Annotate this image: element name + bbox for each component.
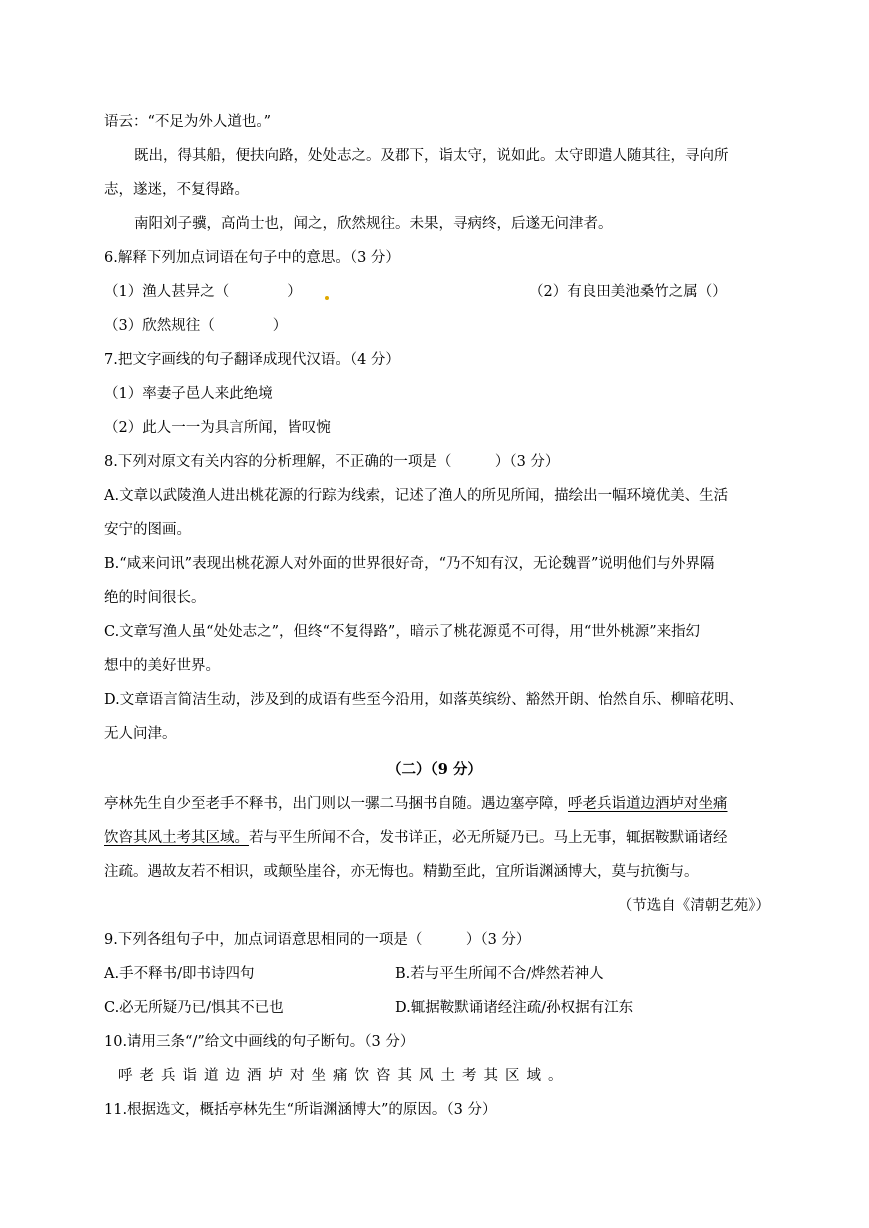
question-8-option-d-cont: 无人问津。 [104, 726, 177, 742]
question-11-stem: 11.根据选文，概括亭林先生“所诣渊涵博大”的原因。（3 分） [104, 1102, 497, 1118]
underlined-sentence: 饮咨其风土考其区域。 [104, 830, 249, 846]
question-9-stem: 9.下列各组句子中，加点词语意思相同的一项是（ ）（3 分） [104, 932, 531, 948]
question-8-option-d: D.文章语言简洁生动，涉及到的成语有些至今沿用，如落英缤纷、豁然开朗、怡然自乐、柳暗花明、 [104, 692, 744, 708]
question-8-option-c-cont: 想中的美好世界。 [104, 658, 220, 674]
question-7-stem: 7.把文字画线的句子翻译成现代汉语。（4 分） [104, 352, 400, 368]
passage-2-line [104, 794, 869, 814]
section-heading: （二）（9 分） [387, 761, 482, 778]
question-9-option-a: A.手不释书/即书诗四句 [104, 966, 255, 982]
question-8-option-b-cont: 绝的时间很长。 [104, 590, 206, 606]
passage-2-line [104, 828, 869, 848]
passage-line: 志，遂迷，不复得路。 [104, 182, 249, 198]
question-6-stem: 6.解释下列加点词语在句子中的意思。（3 分） [104, 250, 400, 266]
passage-2-line: 注疏。遇故友若不相识，或颠坠崖谷，亦无悔也。精勤至此，宜所诣渊涵博大，莫与抗衡与。 [104, 864, 699, 880]
passage-line: 南阳刘子骥，高尚士也，闻之，欣然规往。未果，寻病终，后遂无问津者。 [134, 216, 613, 232]
question-7-item-2: （2）此人一一为具言所闻，皆叹惋 [104, 420, 331, 436]
question-8-option-c: C.文章写渔人虽“处处志之”，但终“不复得路”，暗示了桃花源觅不可得，用“世外桃源”来指幻 [104, 624, 701, 640]
question-8-option-b: B.“咸来问讯”表现出桃花源人对外面的世界很好奇，“乃不知有汉，无论魏晋”说明他们与外界隔 [104, 556, 715, 572]
question-6-item-1: （1）渔人甚异之（ ） [104, 284, 302, 300]
question-9-row-2 [104, 998, 869, 1018]
question-9-row-1 [104, 964, 869, 984]
question-8-option-a-cont: 安宁的图画。 [104, 522, 191, 538]
passage-line: 既出，得其船，便扶向路，处处志之。及郡下，诣太守，说如此。太守即遣人随其往，寻向所 [134, 148, 729, 164]
question-7-item-1: （1）率妻子邑人来此绝境 [104, 386, 273, 402]
underlined-sentence: 呼老兵诣道边酒垆对坐痛 [568, 796, 728, 812]
question-10-stem: 10.请用三条“/”给文中画线的句子断句。（3 分） [104, 1034, 415, 1050]
passage-2-text: 亭林先生自少至老手不释书，出门则以一骡二马捆书自随。遇边塞亭障， [104, 796, 568, 812]
passage-2-text: 若与平生所闻不合，发书详正，必无所疑乃已。马上无事，辄据鞍默诵诸经 [249, 830, 728, 846]
question-8-stem: 8.下列对原文有关内容的分析理解，不正确的一项是（ ）（3 分） [104, 454, 560, 470]
question-9-option-d: D.辄据鞍默诵诸经注疏/孙权据有江东 [395, 1000, 634, 1016]
question-9-option-b: B.若与平生所闻不合/烨然若神人 [395, 966, 604, 982]
emphasis-dot [325, 296, 329, 300]
question-10-sentence: 呼老兵诣道边酒垆对坐痛饮咨其风土考其区域。 [118, 1068, 570, 1084]
passage-line: 语云：“不足为外人道也。” [104, 114, 272, 130]
question-6-row-1 [104, 282, 869, 302]
question-8-option-a: A.文章以武陵渔人进出桃花源的行踪为线索，记述了渔人的所见所闻，描绘出一幅环境优美、生活 [104, 488, 729, 504]
question-6-item-2: （2）有良田美池桑竹之属（） [529, 284, 727, 300]
passage-source: （节选自《清朝艺苑》） [617, 898, 770, 914]
question-6-item-3: （3）欣然规往（ ） [104, 318, 288, 334]
question-9-option-c: C.必无所疑乃已/惧其不已也 [104, 1000, 284, 1016]
